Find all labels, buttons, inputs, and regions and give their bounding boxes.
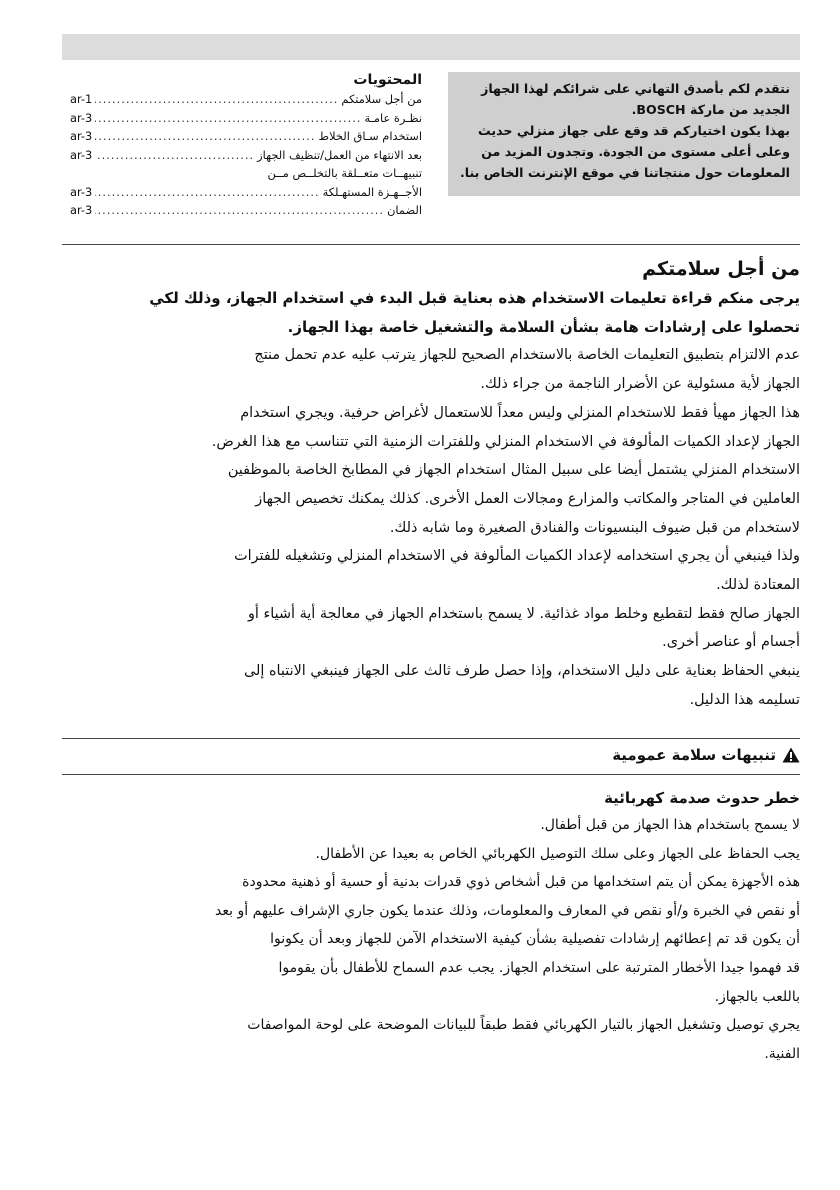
toc-dot-leader	[95, 201, 384, 220]
toc-entry-page: ar-3	[70, 129, 93, 143]
intro-line: المعلومات حول منتجاتنا في موقع الإنترنت الخاص بنا.	[459, 165, 790, 180]
intro-bold-line: يرجى منكم قراءة تعليمات الاستخدام هذه بعناية قبل البدء في استخدام الجهاز، وذلك لكي	[149, 289, 800, 307]
toc-entry[interactable]	[70, 201, 422, 220]
intro-line: وعلى أعلى مستوى من الجودة. وتجدون المزيد من	[481, 144, 790, 159]
section-title: من أجل سلامتكم	[642, 258, 800, 280]
body-line: الجهاز لأية مسئولية عن الأضرار الناجمة من جراء ذلك.	[480, 376, 800, 393]
general-safety-section	[62, 742, 800, 1068]
toc-entry[interactable]	[70, 90, 422, 109]
body-line: قد فهموا جيدا الأخطار المترتبة على استخدام الجهاز. يجب عدم السماح للأطفال بأن يقوموا	[278, 959, 800, 976]
toc-entry-page: ar-3	[70, 147, 93, 162]
toc-entry-label: الأجــهـزة المستهـلكة	[322, 184, 422, 199]
body-line: الجهاز صالح فقط لتقطيع وخلط مواد غذائية. لا يسمح باستخدام الجهاز في معالجة أية أشياء أو	[247, 605, 800, 622]
intro-box	[448, 72, 800, 196]
toc-entry-page: ar-3	[70, 110, 93, 125]
body-line: المعتادة لذلك.	[716, 577, 800, 594]
toc-entry-label: الضمان	[387, 203, 422, 217]
toc-entry-page: ar-3	[70, 184, 93, 199]
section-divider	[62, 738, 800, 739]
body-line: الاستخدام المنزلي يشتمل أيضا على سبيل المثال استخدام الجهاز في المطابخ الخاصة بالموظفين	[227, 462, 800, 479]
toc-entry-label-line1: تنبيهــات متعــلقة بالتخلــص مــن	[267, 166, 422, 180]
body-line: هذه الأجهزة يمكن أن يتم استخدامها من قبل أشخاص ذوي قدرات بدنية أو حسية أو ذهنية محدودة	[242, 874, 800, 891]
body-line: باللعب بالجهاز.	[714, 988, 800, 1005]
toc-entry[interactable]	[70, 127, 422, 146]
intro-line: بهذا يكون اختياركم قد وقع على جهاز منزلي حديث	[478, 123, 790, 138]
toc-dot-leader	[95, 146, 254, 165]
intro-bold-line: تحصلوا على إرشادات هامة بشأن السلامة والتشغيل خاصة بهذا الجهاز.	[287, 317, 800, 336]
toc-entry-label: بعد الانتهاء من العمل/تنظيف الجهاز	[257, 147, 422, 162]
toc-title: المحتويات	[353, 72, 422, 88]
toc-dot-leader	[95, 183, 319, 202]
body-line: أو نقص في الخبرة و/أو نقص في المعارف والمعلومات، وذلك عندما يكون جاري الإشراف عليهم أو بعد	[215, 902, 800, 919]
table-of-contents	[70, 70, 422, 220]
toc-dot-leader	[95, 127, 315, 146]
body-line: تسليمه هذا الدليل.	[689, 691, 800, 708]
body-line: يجري توصيل وتشغيل الجهاز بالتيار الكهربائي فقط طبقاً للبيانات الموضحة على لوحة المواصفات	[247, 1017, 800, 1034]
toc-entry[interactable]	[70, 183, 422, 202]
toc-dot-leader	[95, 109, 361, 128]
body-line: ولذا فينبغي أن يجري استخدامه لإعداد الكميات المألوفة في الاستخدام المنزلي وتشغيله للفترات	[234, 548, 800, 565]
warning-triangle-icon	[782, 747, 800, 763]
toc-entry-label: من أجل سلامتكم	[341, 92, 422, 106]
body-line: أن يكون قد تم إعطائهم إرشادات تفصيلية بشأن كيفية الاستخدام الآمن للجهاز وبعد أن يكونوا	[270, 931, 800, 948]
body-line: يجب الحفاظ على الجهاز وعلى سلك التوصيل الكهربائي الخاص به بعيدا عن الأطفال.	[315, 845, 800, 862]
body-line: عدم الالتزام بتطبيق التعليمات الخاصة بالاستخدام الصحيح للجهاز يترتب عليه عدم تحمل منتج	[254, 347, 800, 364]
toc-dot-leader	[95, 90, 338, 109]
body-line: ينبغي الحفاظ بعناية على دليل الاستخدام، وإذا حصل طرف ثالث على الجهاز فينبغي الانتباه إلى	[244, 663, 800, 680]
section-subtitle: خطر حدوث صدمة كهربائية	[604, 789, 800, 807]
body-line: لا يسمح باستخدام هذا الجهاز من قبل أطفال.	[540, 817, 800, 833]
body-line: الفنية.	[764, 1045, 800, 1062]
safety-section	[62, 256, 800, 715]
toc-entry[interactable]	[70, 109, 422, 128]
toc-entry-label: نظـرة عامـة	[364, 110, 422, 125]
warning-heading	[62, 742, 800, 768]
section-divider	[62, 774, 800, 775]
section-title: تنبيهات سلامة عمومية	[612, 746, 776, 764]
body-line: الجهاز لإعداد الكميات المألوفة في الاستخدام المنزلي وللفترات الزمنية التي تتناسب مع هذا الغرض.	[211, 433, 800, 450]
body-line: لاستخدام من قبل ضيوف البنسيونات والفنادق الصغيرة وما شابه ذلك.	[389, 519, 800, 536]
body-line: هذا الجهاز مهيأ فقط للاستخدام المنزلي وليس معداً للاستعمال لأغراض حرفية. ويجري استخدام	[240, 404, 800, 421]
toc-entry-label: استخدام سـاق الخلاط	[318, 129, 422, 143]
intro-line: نتقدم لكم بأصدق التهاني على شرائكم لهذا الجهاز	[481, 81, 790, 96]
body-line: أجسام أو عناصر أخرى.	[662, 634, 800, 651]
toc-entry-page: ar-3	[70, 203, 93, 217]
section-divider	[62, 244, 800, 245]
toc-entry[interactable]	[70, 146, 422, 165]
header-bar	[62, 34, 800, 60]
body-line: العاملين في المتاجر والمكاتب والمزارع ومجالات العمل الأخرى. كذلك يمكنك تخصيص الجهاز	[255, 490, 800, 507]
toc-entry-page: ar-1	[70, 92, 93, 106]
intro-line: الجديد من ماركة BOSCH.	[631, 102, 790, 117]
